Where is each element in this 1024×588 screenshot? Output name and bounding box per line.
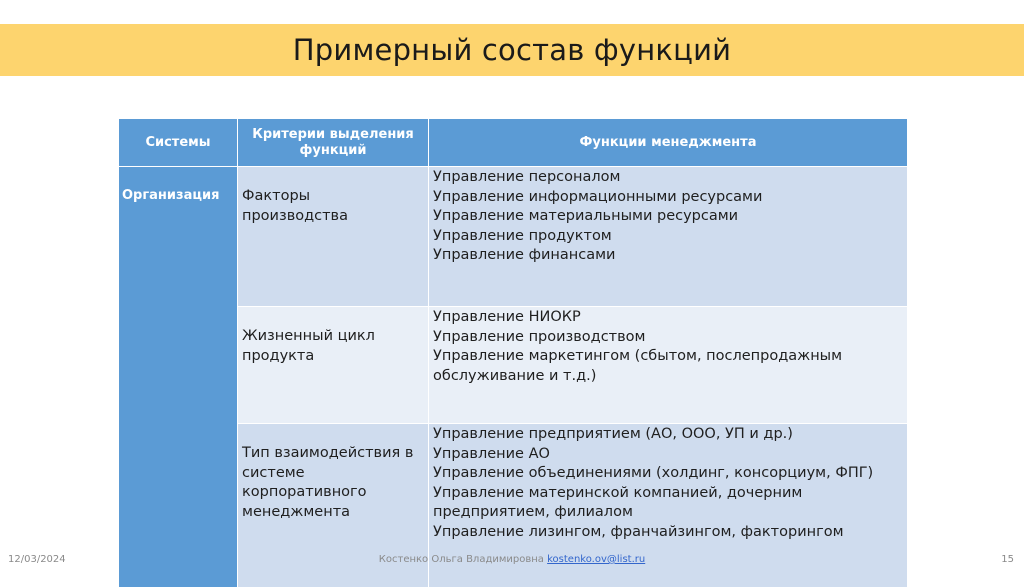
function-item: Управление производством bbox=[433, 328, 646, 345]
function-item: Управление информационными ресурсами bbox=[433, 188, 763, 205]
criteria-line: системе bbox=[242, 464, 305, 481]
system-cell: Организация bbox=[119, 167, 238, 588]
function-item: Управление персоналом bbox=[433, 169, 621, 185]
slide-title: Примерный состав функций bbox=[292, 33, 732, 67]
function-item: Управление объединениями (холдинг, консорциум, ФПГ) bbox=[433, 465, 874, 482]
function-item: Управление АО bbox=[433, 445, 550, 462]
functions-table bbox=[118, 118, 908, 588]
function-item: Управление материальными ресурсами bbox=[433, 208, 739, 225]
table-row bbox=[119, 167, 908, 307]
criteria-cell bbox=[238, 307, 429, 424]
criteria-line: корпоративного bbox=[242, 484, 367, 501]
function-item: Управление материнской компанией, дочерним bbox=[433, 484, 803, 501]
footer-date: 12/03/2024 bbox=[8, 554, 66, 565]
function-item: обслуживание и т.д.) bbox=[433, 367, 597, 384]
header-systems: Системы bbox=[119, 119, 238, 167]
title-bar bbox=[0, 24, 1024, 76]
criteria-line: менеджмента bbox=[242, 503, 351, 520]
author-name: Костенко Ольга Владимировна bbox=[378, 554, 544, 565]
function-item: Управление финансами bbox=[433, 247, 616, 264]
function-item: Управление маркетингом (сбытом, послепродажным bbox=[433, 348, 843, 365]
functions-cell bbox=[429, 307, 908, 424]
criteria-line: продукта bbox=[242, 347, 315, 364]
criteria-line: Факторы bbox=[242, 188, 311, 204]
function-item: предприятием, филиалом bbox=[433, 504, 633, 521]
function-item: Управление НИОКР bbox=[433, 309, 581, 325]
criteria-line: производства bbox=[242, 207, 348, 224]
functions-cell bbox=[429, 167, 908, 307]
table-header-row bbox=[119, 119, 908, 167]
function-item: Управление предприятием (АО, ООО, УП и др.) bbox=[433, 426, 793, 442]
footer-author bbox=[0, 554, 1024, 565]
criteria-cell bbox=[238, 167, 429, 307]
function-item: Управление лизингом, франчайзингом, факторингом bbox=[433, 523, 844, 540]
header-functions: Функции менеджмента bbox=[429, 119, 908, 167]
author-email-link[interactable]: kostenko.ov@list.ru bbox=[547, 554, 646, 565]
table-row bbox=[119, 307, 908, 424]
function-item: Управление продуктом bbox=[433, 227, 612, 244]
criteria-line: Жизненный цикл bbox=[242, 328, 375, 344]
header-criteria: Критерии выделения функций bbox=[238, 119, 429, 167]
criteria-line: Тип взаимодействия в bbox=[242, 445, 414, 461]
page-number: 15 bbox=[1001, 554, 1014, 565]
